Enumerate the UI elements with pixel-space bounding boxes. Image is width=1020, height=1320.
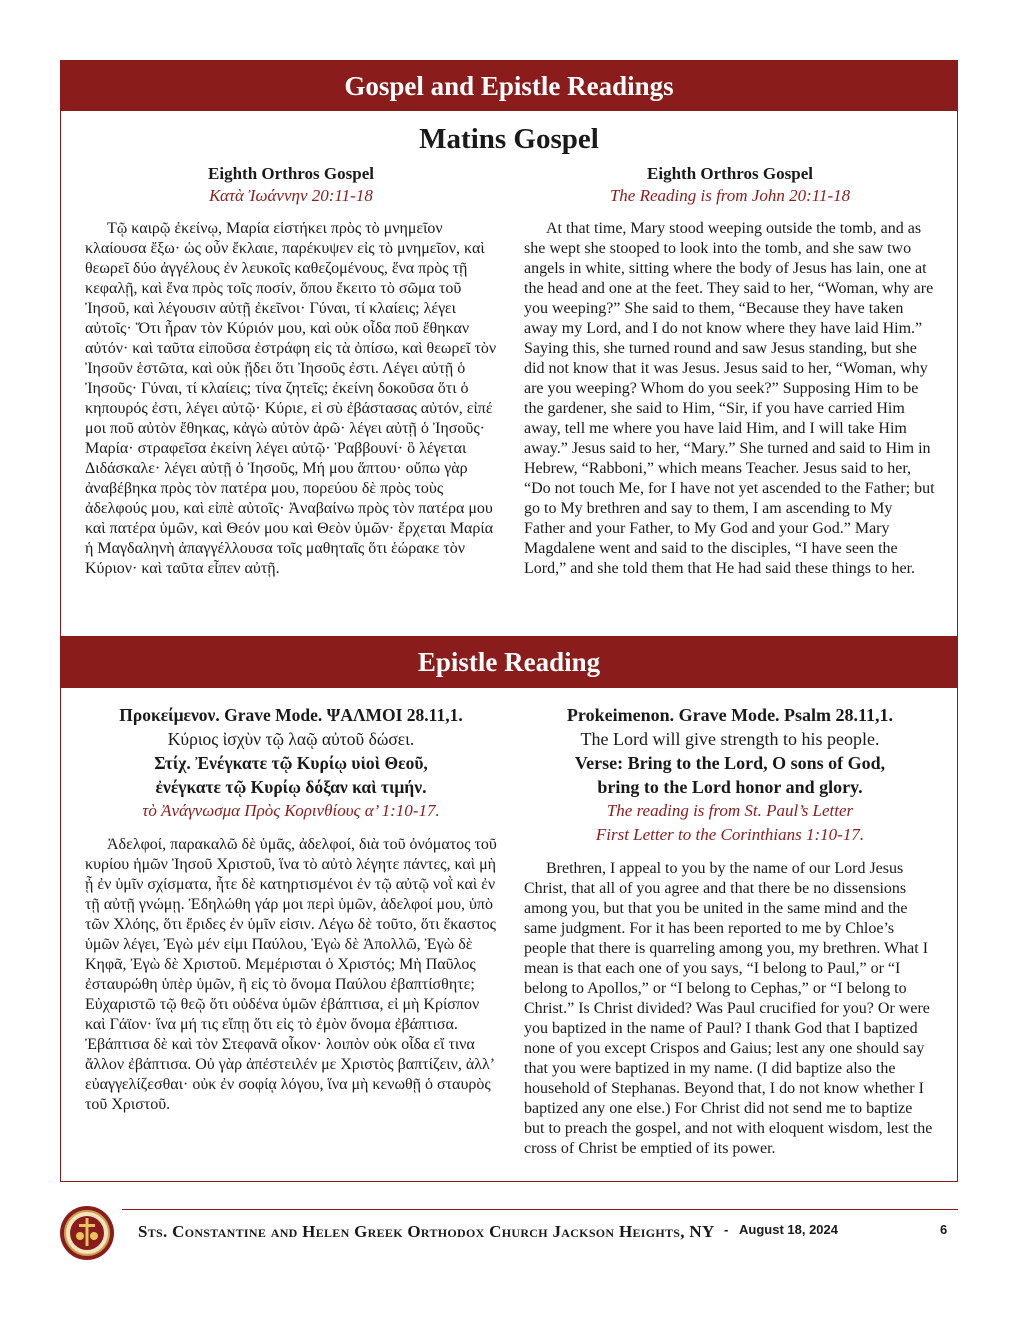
matins-greek-reference: Κατὰ Ἰωάννην 20:11-18 xyxy=(209,186,373,205)
epistle-greek-reference: τὸ Ἀνάγνωσμα Πρὸς Κορινθίους α’ 1:10-17. xyxy=(142,801,440,820)
epistle-english-reference-2: First Letter to the Corinthians 1:10-17. xyxy=(595,825,865,844)
epistle-reading-banner: Epistle Reading xyxy=(61,636,957,688)
matins-english-heading: Eighth Orthros Gospel xyxy=(647,164,813,183)
epistle-greek-text-block xyxy=(85,835,497,1115)
matins-greek-text-block xyxy=(85,219,497,579)
epistle-english-column xyxy=(524,703,936,1159)
footer-church-name: Sts. Constantine and Helen Greek Orthodox Church Jackson Heights, NY xyxy=(138,1222,715,1241)
epistle-english-line: The Lord will give strength to his people. xyxy=(580,729,880,749)
epistle-english-text: Brethren, I appeal to you by the name of our Lord Jesus Christ, that all of you agree and that there be no dissensions among you, but that you be united in the same mind and the same judgment. For it has been reported to me by Chloe’s people that there is quarreling among you, my brethren. What I mean is that each one of you says, “I belong to Paul,” or “I belong to Apollos,” or “I belong to Cephas,” or “I belong to Christ.” Is Christ divided? Was Paul crucified for you? Or were you baptized in the name of Paul? I thank God that I baptized none of you except Crispos and Gaius; lest any one should say that you were baptized in my name. (I did baptize also the household of Stephanas. Beyond that, I do not know whether I baptized any one else.) For Christ did not send me to baptize but to preach the gospel, and not with eloquent wisdom, lest the cross of Christ be emptied of its power. xyxy=(524,860,933,1157)
matins-english-text: At that time, Mary stood weeping outside the tomb, and as she wept she stooped to look into the tomb, and she saw two angels in white, sitting where the body of Jesus has lain, one at the head and one at the feet. They said to her, “Woman, why are you weeping?” She said to them, “Because they have taken away my Lord, and I do not know where they have laid Him.” Saying this, she turned round and saw Jesus standing, but she did not know that it was Jesus. Jesus said to her, “Woman, why are you weeping? Whom do you seek?” Supposing Him to be the gardener, she said to Him, “Sir, if you have carried Him away, tell me where you have laid Him, and I will take Him away.” Jesus said to her, “Mary.” She turned and said to Him in Hebrew, “Rabboni,” which means Teacher. Jesus said to her, “Do not touch Me, for I have not yet ascended to the Father; but go to My brethren and say to them, I am ascending to My Father and your Father, to My God and your God.” Mary Magdalene went and said to the disciples, “I have seen the Lord,” and she told them that He had said these things to her. xyxy=(524,220,935,577)
page-title-banner: Gospel and Epistle Readings xyxy=(61,61,957,111)
church-seal-icon xyxy=(59,1205,115,1261)
epistle-greek-text: Ἀδελφοί, παρακαλῶ δὲ ὑμᾶς, ἀδελφοί, διὰ τοῦ ὀνόματος τοῦ κυρίου ἡμῶν Ἰησοῦ Χριστοῦ, ἵνα τὸ αὐτὸ λέγητε πάντες, καὶ μὴ ᾖ ἐν ὑμῖν σχίσματα, ἦτε δὲ κατηρτισμένοι ἐν τῷ αὐτῷ νοῒ καὶ ἐν τῇ αὐτῇ γνώμῃ. Ἐδηλώθη γάρ μοι περὶ ὑμῶν, ἀδελφοί μου, ὑπὸ τῶν Χλόης, ὅτι ἔριδες ἐν ὑμῖν εἰσιν. Λέγω δὲ τοῦτο, ὅτι ἕκαστος ὑμῶν λέγει, Ἐγὼ μέν εἰμι Παύλου, Ἐγὼ δὲ Ἀπολλῶ, Ἐγὼ δὲ Κηφᾶ, Ἐγὼ δὲ Χριστοῦ. Μεμέρισται ὁ Χριστός; Μὴ Παῦλος ἐσταυρώθη ὑπὲρ ὑμῶν, ἢ εἰς τὸ ὄνομα Παύλου ἐβαπτίσθητε; Εὐχαριστῶ τῷ θεῷ ὅτι οὐδένα ὑμῶν ἐβάπτισα, εἰ μὴ Κρίσπον καὶ Γάϊον· ἵνα μή τις εἴπῃ ὅτι εἰς τὸ ἐμὸν ὄνομα ἐβάπτισα. Ἐβάπτισα δὲ καὶ τὸν Στεφανᾶ οἶκον· λοιπὸν οὐκ οἶδα εἴ τινα ἄλλον ἐβάπτισα. Οὐ γὰρ ἀπέστειλέν με Χριστὸς βαπτίζειν, ἀλλ’ εὐαγγελίζεσθαι· οὐκ ἐν σοφίᾳ λόγου, ἵνα μὴ κενωθῇ ὁ σταυρὸς τοῦ Χριστοῦ. xyxy=(85,836,497,1113)
epistle-english-prokeimenon: Prokeimenon. Grave Mode. Psalm 28.11,1. xyxy=(566,705,894,725)
epistle-english-verse-1: Verse: Bring to the Lord, O sons of God, xyxy=(574,753,886,773)
epistle-english-text-block xyxy=(524,859,936,1159)
epistle-greek-verse-1: Στίχ. Ἐνέγκατε τῷ Κυρίῳ υἱοὶ Θεοῦ, xyxy=(154,753,428,773)
epistle-english-verse-2: bring to the Lord honor and glory. xyxy=(597,777,863,797)
matins-english-reference: The Reading is from John 20:11-18 xyxy=(609,186,851,205)
epistle-greek-prokeimenon: Προκείμενον. Grave Mode. ΨΑΛΜΟΙ 28.11,1. xyxy=(119,705,463,725)
epistle-greek-verse-2: ἐνέγκατε τῷ Κυρίῳ δόξαν καὶ τιμήν. xyxy=(155,777,427,797)
matins-english-column xyxy=(524,163,936,579)
matins-greek-heading: Eighth Orthros Gospel xyxy=(208,164,374,183)
matins-english-text-block xyxy=(524,219,936,579)
matins-greek-text: Τῷ καιρῷ ἐκείνῳ, Μαρία εἱστήκει πρὸς τὸ μνημεῖον κλαίουσα ἔξω· ὡς οὖν ἔκλαιε, παρέκυψεν εἰς τὸ μνημεῖον, καὶ θεωρεῖ δύο ἀγγέλους ἐν λευκοῖς καθεζομένους, ἕνα πρὸς τῇ κεφαλῇ, καὶ ἕνα πρὸς τοῖς ποσίν, ὅπου ἔκειτο τὸ σῶμα τοῦ Ἰησοῦ, καὶ λέγουσιν αὐτῇ ἐκεῖνοι· Γύναι, τί κλαίεις; λέγει αὐτοῖς· Ὅτι ἦραν τὸν Κύριόν μου, καὶ οὐκ οἶδα ποῦ ἔθηκαν αὐτόν· καὶ ταῦτα εἰποῦσα ἐστράφη εἰς τὰ ὀπίσω, καὶ θεωρεῖ τὸν Ἰησοῦν ἑστῶτα, καὶ οὐκ ᾔδει ὅτι Ἰησοῦς ἐστι. Λέγει αὐτῇ ὁ Ἰησοῦς· Γύναι, τί κλαίεις; τίνα ζητεῖς; ἐκείνη δοκοῦσα ὅτι ὁ κηπουρός ἐστι, λέγει αὐτῷ· Κύριε, εἰ σὺ ἐβάστασας αὐτόν, εἰπέ μοι ποῦ αὐτὸν ἔθηκας, κἀγὼ αὐτὸν ἀρῶ· λέγει αὐτῇ ὁ Ἰησοῦς· Μαρία· στραφεῖσα ἐκείνη λέγει αὐτῷ· Ῥαββουνί· ὃ λέγεται Διδάσκαλε· λέγει αὐτῇ ὁ Ἰησοῦς, Μή μου ἅπτου· οὔπω γὰρ ἀναβέβηκα πρὸς τὸν πατέρα μου, πορεύου δὲ πρὸς τοὺς ἀδελφούς μου, καὶ εἰπὲ αὐτοῖς· Ἀναβαίνω πρὸς τὸν πατέρα μου καὶ πατέρα ὑμῶν, καὶ Θεόν μου καὶ Θεὸν ὑμῶν· ἔρχεται Μαρία ἡ Μαγδαληνὴ ἀπαγγέλλουσα τοῖς μαθηταῖς ὅτι ἑώρακε τὸν Κύριον· καὶ ταῦτα εἶπεν αὐτῇ. xyxy=(85,220,497,577)
footer-date: August 18, 2024 xyxy=(739,1222,838,1237)
epistle-english-reference-1: The reading is from St. Paul’s Letter xyxy=(606,801,854,820)
matins-gospel-title: Matins Gospel xyxy=(419,123,599,155)
matins-greek-column xyxy=(85,163,497,579)
epistle-greek-line: Κύριος ἰσχὺν τῷ λαῷ αὐτοῦ δώσει. xyxy=(167,729,415,749)
footer-rule xyxy=(122,1209,958,1210)
footer-separator: - xyxy=(724,1222,729,1237)
page-number: 6 xyxy=(940,1222,948,1237)
readings-frame xyxy=(60,60,958,1182)
epistle-greek-column xyxy=(85,703,497,1115)
